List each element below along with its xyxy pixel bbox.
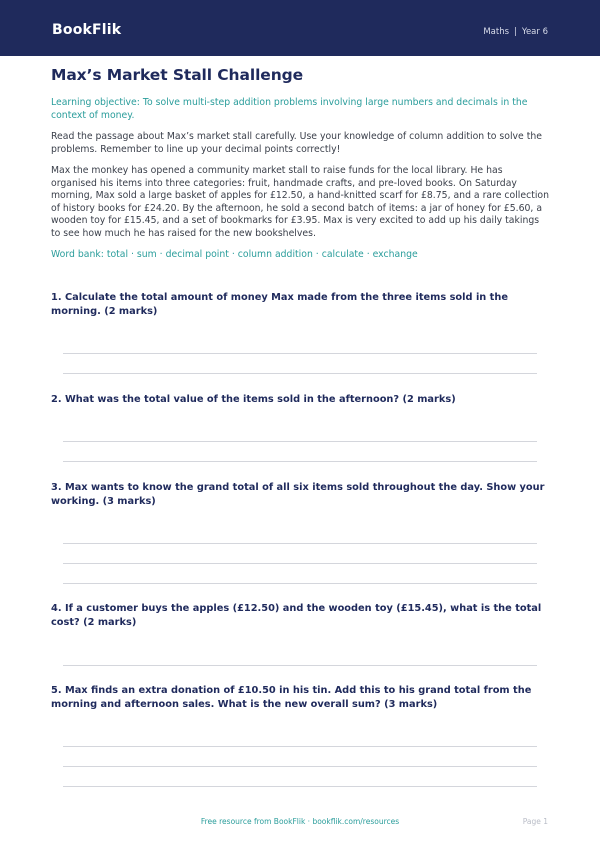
- page-number: Page 1: [522, 817, 548, 826]
- page-header: [0, 0, 600, 56]
- answer-line[interactable]: [63, 373, 537, 374]
- question-2: 2. What was the total value of the items sold in the afternoon? (2 marks): [51, 394, 456, 405]
- brand-logo: BookFlik: [52, 22, 122, 38]
- passage-text: Max the monkey has opened a community market stall to raise funds for the local library. He has organised his items into three categories: fruit, handmade crafts, and pre-loved books. On Saturday morning, Max sold a large basket of apples for £12.50, a hand-knitted scarf for £8.75, and a rare collection of history books for £24.20. By the afternoon, he sold a second batch of items: a jar of honey for £5.60, a wooden toy for £15.45, and a set of bookmarks for £3.95. Max is very excited to add up his daily takings to see how much he has raised for the new bookshelves.: [51, 165, 550, 239]
- answer-line[interactable]: [63, 563, 537, 564]
- question-4: 4. If a customer buys the apples (£12.50) and the wooden toy (£15.45), what is the total cost? (2 marks): [51, 603, 542, 628]
- intro-section: [51, 64, 549, 260]
- year-label: Year 6: [521, 27, 548, 37]
- question-3: 3. Max wants to know the grand total of all six items sold throughout the day. Show your working. (3 marks): [51, 482, 545, 507]
- learning-objective: Learning objective: To solve multi-step addition problems involving large numbers and decimals in the context of money.: [51, 97, 528, 121]
- answer-line[interactable]: [63, 746, 537, 747]
- answer-line[interactable]: [63, 786, 537, 787]
- answer-line[interactable]: [63, 583, 537, 584]
- answer-line[interactable]: [63, 543, 537, 544]
- answer-line[interactable]: [63, 441, 537, 442]
- meta-separator: |: [514, 27, 517, 37]
- header-meta: [483, 27, 548, 37]
- subject-label: Maths: [483, 27, 510, 37]
- answer-line[interactable]: [63, 461, 537, 462]
- question-1: 1. Calculate the total amount of money Max made from the three items sold in the morning. (2 marks): [51, 292, 508, 317]
- question-5: 5. Max finds an extra donation of £10.50 in his tin. Add this to his grand total from the morning and afternoon sales. What is the new overall sum? (3 marks): [51, 685, 532, 710]
- footer-credit: Free resource from BookFlik · bookflik.com/resources: [200, 817, 400, 826]
- answer-line[interactable]: [63, 665, 537, 666]
- page-title: Max’s Market Stall Challenge: [51, 66, 304, 84]
- instructions-text: Read the passage about Max’s market stall carefully. Use your knowledge of column addition to solve the problems. Remember to line up your decimal points correctly!: [51, 131, 542, 155]
- word-bank: Word bank: total · sum · decimal point · column addition · calculate · exchange: [51, 249, 418, 260]
- answer-line[interactable]: [63, 766, 537, 767]
- answer-line[interactable]: [63, 353, 537, 354]
